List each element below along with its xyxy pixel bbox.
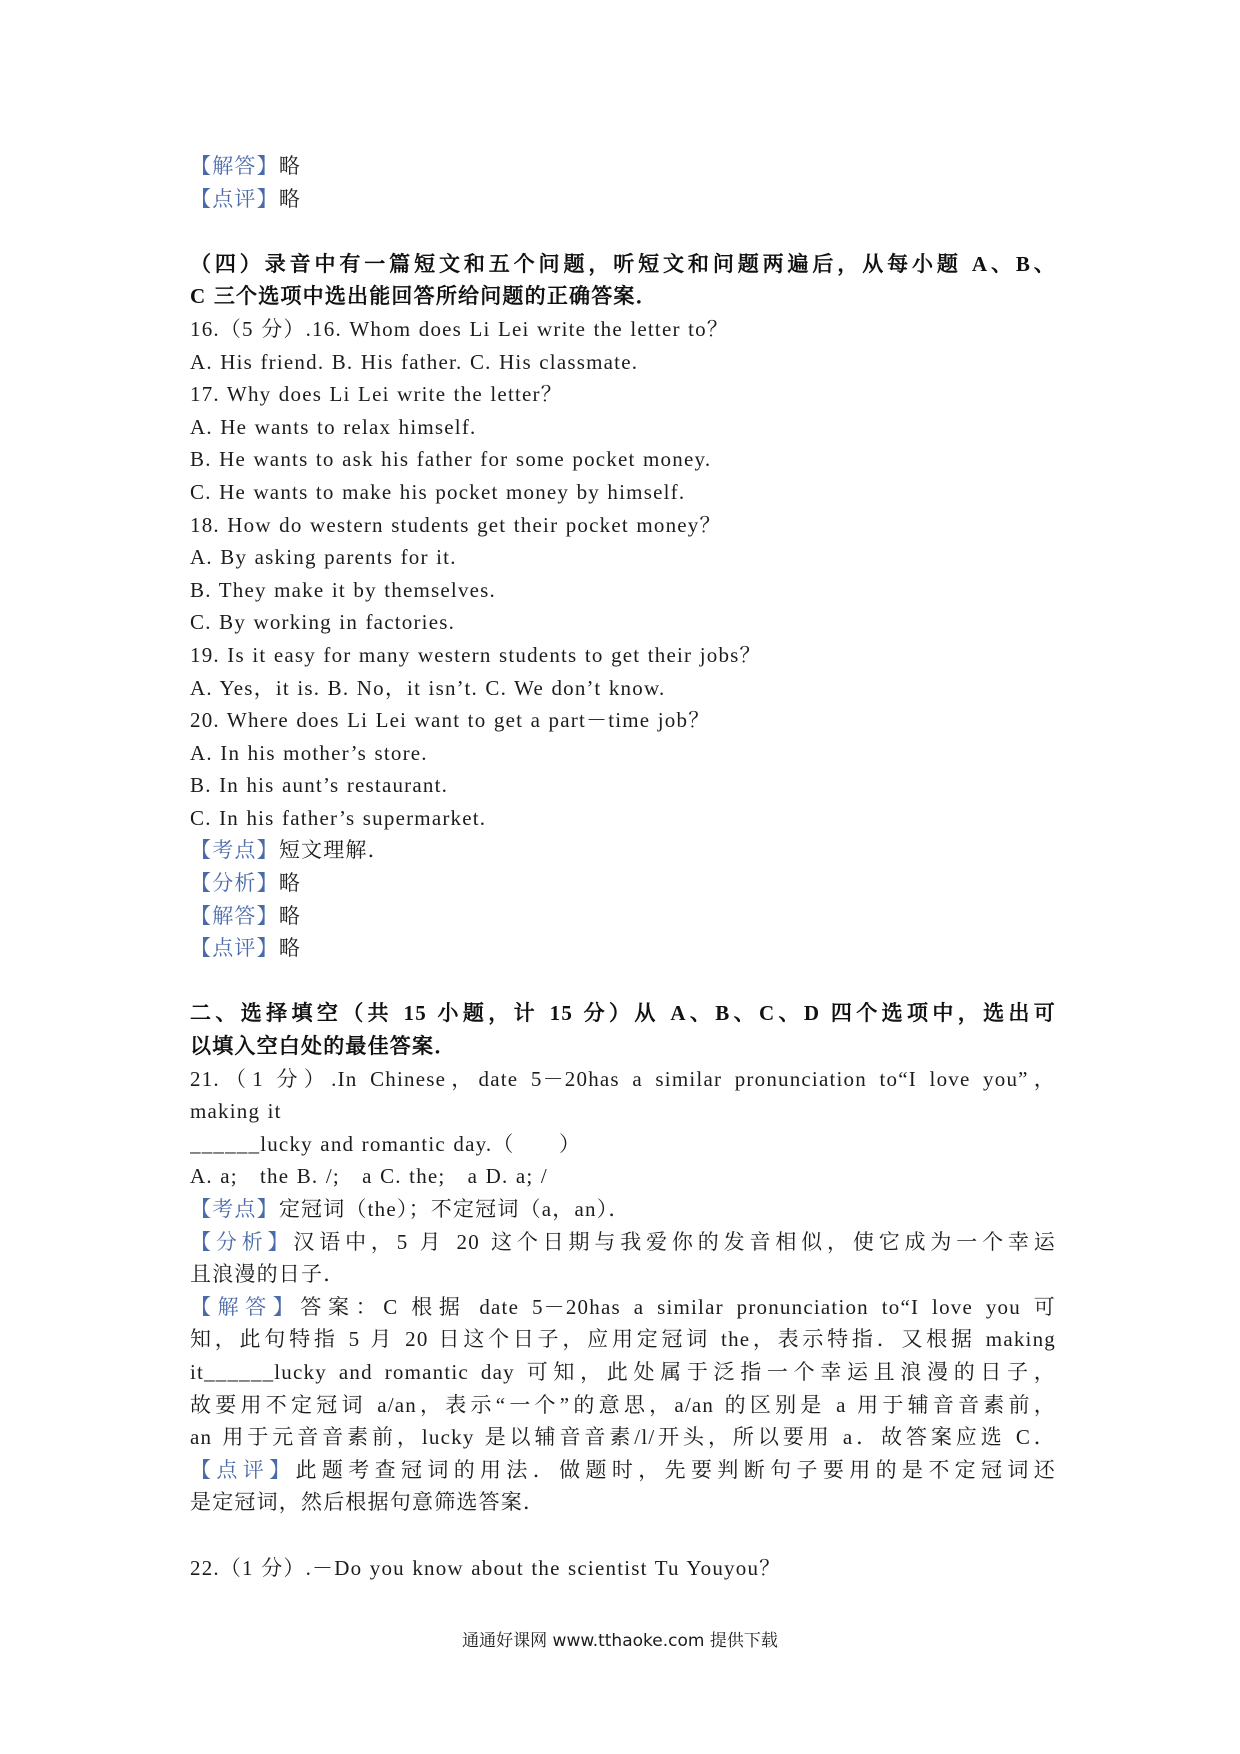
analysis-label: 【分析】: [190, 871, 279, 896]
part4-answer-line: [190, 900, 1056, 933]
question-19-options: A. Yes，it is. B. No，it isn’t. C. We don’t know.: [190, 675, 666, 700]
analysis-text: 汉语中，5 月 20 这个日期与我爱你的发音相似，使它成为一个幸运: [293, 1229, 1056, 1254]
part4-instruction-line-2: C 三个选项中选出能回答所给问题的正确答案．: [190, 284, 658, 309]
comment-label: 【点评】: [190, 1457, 296, 1482]
point-label: 【考点】: [190, 1197, 279, 1221]
comment-label: 【点评】: [190, 936, 279, 961]
question-20-option-a: A. In his mother’s store.: [190, 740, 428, 765]
question-21-comment-line-1: [190, 1454, 1056, 1487]
answer-text: 答案：C 根据 date 5－20has a similar pronunciation to“I love you 可: [300, 1294, 1056, 1319]
prev-comment-line: [190, 183, 1056, 216]
part4-analysis-line: [190, 867, 1056, 900]
question-21-stem-line-3: ______lucky and romantic day.（ ）: [190, 1131, 582, 1156]
question-21-analysis-line-2: 且浪漫的日子．: [190, 1262, 346, 1287]
question-21-stem-line-2: making it: [190, 1099, 282, 1124]
question-18-stem: 18. How do western students get their pocket money？: [190, 512, 722, 537]
question-20-stem: 20. Where does Li Lei want to get a part－time job？: [190, 708, 711, 733]
part4-comment-line: [190, 932, 1056, 965]
question-21-answer-line-2: 知，此句特指 5 月 20 日这个日子，应用定冠词 the，表示特指．又根据 making: [190, 1327, 1056, 1352]
question-21-stem-line-1: 21.（1 分）.In Chinese，date 5－20has a similar pronunciation to“I love you”，: [190, 1066, 1056, 1091]
comment-text: 此题考查冠词的用法．做题时，先要判断句子要用的是不定冠词还: [295, 1457, 1056, 1482]
comment-label: 【点评】: [190, 186, 279, 211]
question-21-options: A. a; the B. /; a C. the; a D. a; /: [190, 1164, 548, 1189]
analysis-label: 【分析】: [190, 1229, 294, 1254]
analysis-text: 略: [278, 871, 302, 896]
question-21-answer-line-4: 故要用不定冠词 a/an，表示“一个”的意思，a/an 的区别是 a 用于辅音音素前，: [190, 1392, 1056, 1417]
answer-text: 略: [278, 154, 302, 178]
question-21-answer-line-5: an 用于元音音素前，lucky 是以辅音音素/l/开头，所以要用 a．故答案应选 C．: [190, 1425, 1056, 1450]
question-21-point-line: [190, 1193, 1056, 1226]
question-21-comment-line-2: 是定冠词，然后根据句意筛选答案．: [190, 1490, 546, 1515]
question-18-option-c: C. By working in factories.: [190, 610, 456, 635]
comment-text: 略: [278, 186, 302, 211]
answer-label: 【解答】: [190, 1294, 301, 1319]
point-text: 定冠词（the）；不定冠词（a，an）．: [278, 1197, 631, 1221]
prev-answer-line: [190, 150, 1056, 183]
question-20-option-c: C. In his father’s supermarket.: [190, 805, 487, 830]
comment-text: 略: [278, 936, 302, 961]
page-content: [190, 150, 1056, 1584]
question-19-stem: 19. Is it easy for many western students to get their jobs？: [190, 642, 762, 667]
part2-instruction-line-2: 以填入空白处的最佳答案．: [190, 1034, 457, 1059]
spacer: [190, 965, 1056, 998]
question-21-answer-line-1: [190, 1291, 1056, 1324]
answer-text: 略: [278, 903, 302, 928]
part2-instruction-line-1: 二、选择填空（共 15 小题，计 15 分）从 A、B、C、D 四个选项中，选出可: [190, 1001, 1056, 1026]
question-21-analysis-line-1: [190, 1226, 1056, 1259]
answer-label: 【解答】: [190, 154, 279, 178]
question-18-option-b: B. They make it by themselves.: [190, 577, 496, 602]
point-label: 【考点】: [190, 838, 279, 863]
question-17-stem: 17. Why does Li Lei write the letter？: [190, 382, 563, 407]
part4-point-line: [190, 834, 1056, 867]
point-text: 短文理解．: [278, 838, 390, 863]
question-18-option-a: A. By asking parents for it.: [190, 545, 457, 570]
question-20-option-b: B. In his aunt’s restaurant.: [190, 773, 449, 798]
question-17-option-c: C. He wants to make his pocket money by himself.: [190, 479, 686, 504]
question-17-option-b: B. He wants to ask his father for some pocket money.: [190, 447, 712, 472]
question-16-stem: 16.（5 分）.16. Whom does Li Lei write the letter to？: [190, 316, 730, 341]
answer-label: 【解答】: [190, 903, 279, 928]
spacer: [190, 215, 1056, 248]
question-17-option-a: A. He wants to relax himself.: [190, 414, 477, 439]
page-footer: 通通好课网 www.tthaoke.com 提供下载: [462, 1631, 778, 1651]
question-16-options: A. His friend. B. His father. C. His classmate.: [190, 349, 639, 374]
question-22-stem: 22.（1 分）.－Do you know about the scientist Tu Youyou？: [190, 1555, 782, 1580]
part4-instruction-line-1: （四）录音中有一篇短文和五个问题，听短文和问题两遍后，从每小题 A、B、: [190, 251, 1056, 276]
spacer: [190, 1519, 1056, 1552]
question-21-answer-line-3: it______lucky and romantic day 可知，此处属于泛指一个幸运且浪漫的日子，: [190, 1359, 1056, 1384]
